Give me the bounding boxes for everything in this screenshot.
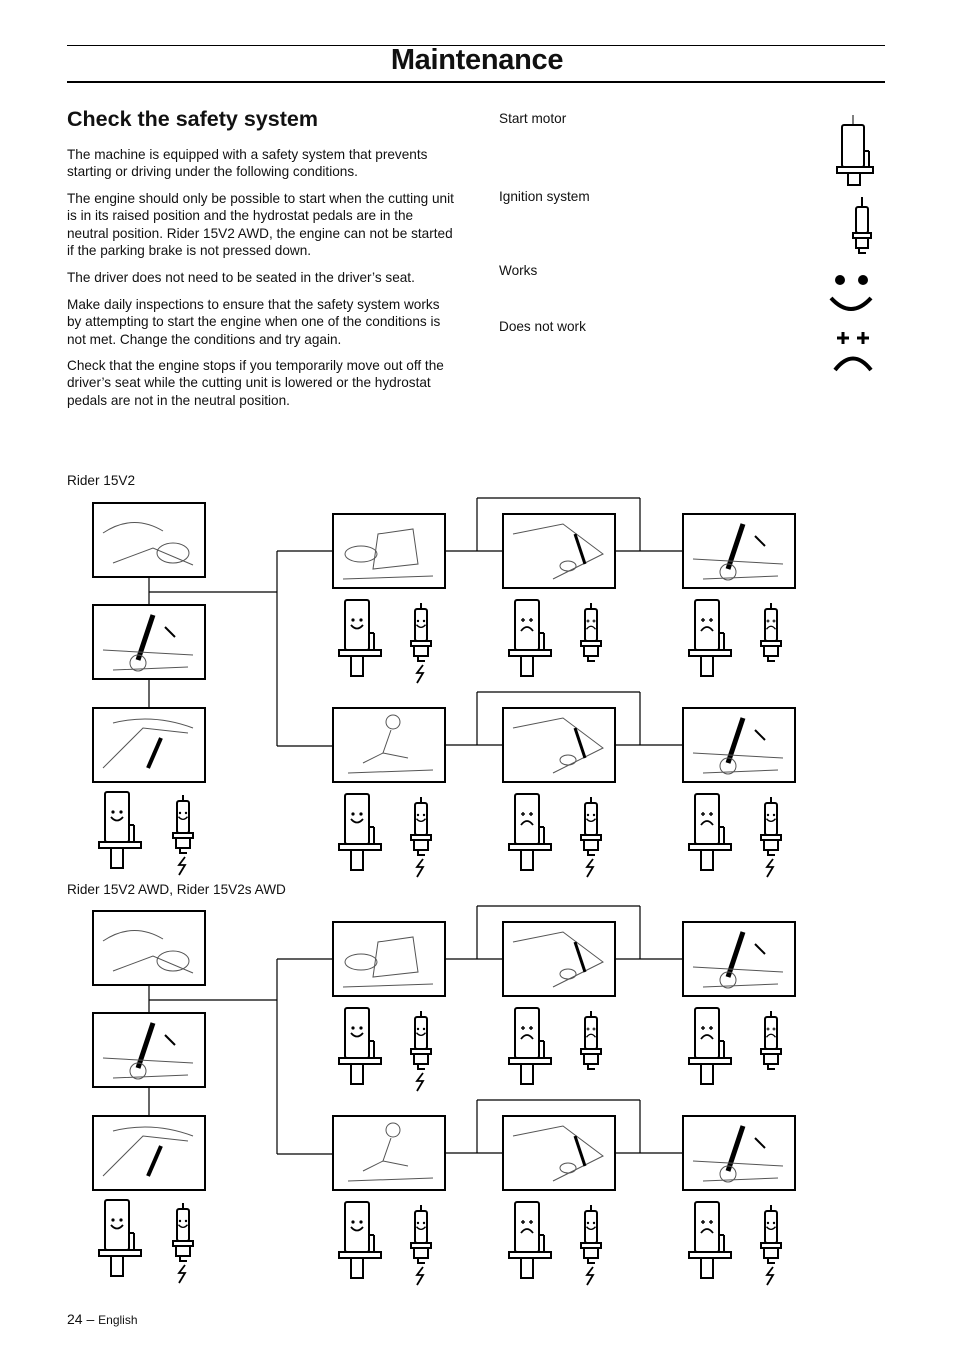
- illustration-lever: [683, 708, 795, 782]
- spark-plug-icon: [411, 797, 431, 877]
- legend-works-label: Works: [499, 263, 538, 278]
- spark-plug-icon: [581, 1011, 601, 1069]
- illustration-lever: [93, 605, 205, 679]
- illustration-lever: [93, 1013, 205, 1087]
- sad-face-icon: [835, 332, 871, 370]
- start-motor-icon: [339, 1202, 381, 1278]
- spark-plug-icon: [411, 1205, 431, 1285]
- start-motor-icon: [509, 1202, 551, 1278]
- spark-plug-icon: [173, 1203, 193, 1283]
- illustration-seat: [333, 514, 445, 588]
- legend-ignition-label: Ignition system: [499, 189, 590, 204]
- spark-plug-icon: [411, 603, 431, 683]
- start-motor-icon: [689, 600, 731, 676]
- paragraph: The machine is equipped with a safety system that prevents starting or driving under the following conditions.: [67, 147, 428, 180]
- start-motor-icon: [689, 794, 731, 870]
- illustration-cutting-unit: [93, 911, 205, 985]
- section-heading: Check the safety system: [67, 107, 318, 131]
- start-motor-icon: [339, 794, 381, 870]
- safety-diagram-rider-awd: [0, 903, 954, 1288]
- footer-language: English: [98, 1313, 138, 1327]
- page-number: 24 –: [67, 1311, 95, 1327]
- spark-plug-icon: [581, 797, 601, 877]
- spark-plug-icon: [761, 603, 781, 661]
- illustration-lever: [683, 514, 795, 588]
- spark-plug-icon: [581, 1205, 601, 1285]
- paragraph: Make daily inspections to ensure that the safety system works by attempting to start the engine when one of the conditions is not met. Change the conditions and try again.: [67, 297, 441, 347]
- start-motor-icon: [339, 1008, 381, 1084]
- illustration-pedals: [93, 1116, 205, 1190]
- start-motor-icon: [339, 600, 381, 676]
- illustration-lever: [683, 1116, 795, 1190]
- start-motor-icon: [837, 115, 873, 185]
- paragraph: The engine should only be possible to start when the cutting unit is in its raised position and the hydrostat pedals are in the neutral position. Rider 15V2 AWD, the engine can not be started if the parking brake is not pressed down.: [67, 191, 454, 259]
- spark-plug-icon: [173, 795, 193, 875]
- paragraph: Check that the engine stops if you temporarily move out off the driver’s seat while the cutting unit is lowered or the hydrostat pedals are not in the neutral position.: [67, 358, 444, 408]
- legend-not-works-label: Does not work: [499, 319, 586, 334]
- start-motor-icon: [689, 1008, 731, 1084]
- illustration-lever: [683, 922, 795, 996]
- illustration-cutting-unit: [93, 503, 205, 577]
- spark-plug-icon: [411, 1011, 431, 1091]
- diagram-label: Rider 15V2: [67, 473, 136, 488]
- illustration-pedals: [93, 708, 205, 782]
- illustration-deck: [503, 514, 615, 588]
- diagram-label: Rider 15V2 AWD, Rider 15V2s AWD: [67, 882, 286, 897]
- legend-start-motor-label: Start motor: [499, 111, 567, 126]
- happy-face-icon: [831, 275, 871, 309]
- illustration-driver: [333, 1116, 445, 1190]
- illustration-deck: [503, 708, 615, 782]
- legend-icons: [825, 115, 885, 375]
- start-motor-icon: [509, 794, 551, 870]
- start-motor-icon: [509, 1008, 551, 1084]
- spark-plug-icon: [853, 197, 871, 253]
- illustration-seat: [333, 922, 445, 996]
- header-rule-bottom: [67, 81, 885, 83]
- start-motor-icon: [99, 1200, 141, 1276]
- start-motor-icon: [99, 792, 141, 868]
- page-title: Maintenance: [390, 44, 564, 76]
- spark-plug-icon: [761, 1205, 781, 1285]
- safety-diagram-rider-15v2: [0, 495, 954, 880]
- spark-plug-icon: [581, 603, 601, 661]
- spark-plug-icon: [761, 1011, 781, 1069]
- start-motor-icon: [509, 600, 551, 676]
- spark-plug-icon: [761, 797, 781, 877]
- paragraph: The driver does not need to be seated in the driver’s seat.: [67, 270, 415, 285]
- page-footer: [67, 1311, 138, 1327]
- illustration-driver: [333, 708, 445, 782]
- illustration-deck: [503, 1116, 615, 1190]
- start-motor-icon: [689, 1202, 731, 1278]
- illustration-deck: [503, 922, 615, 996]
